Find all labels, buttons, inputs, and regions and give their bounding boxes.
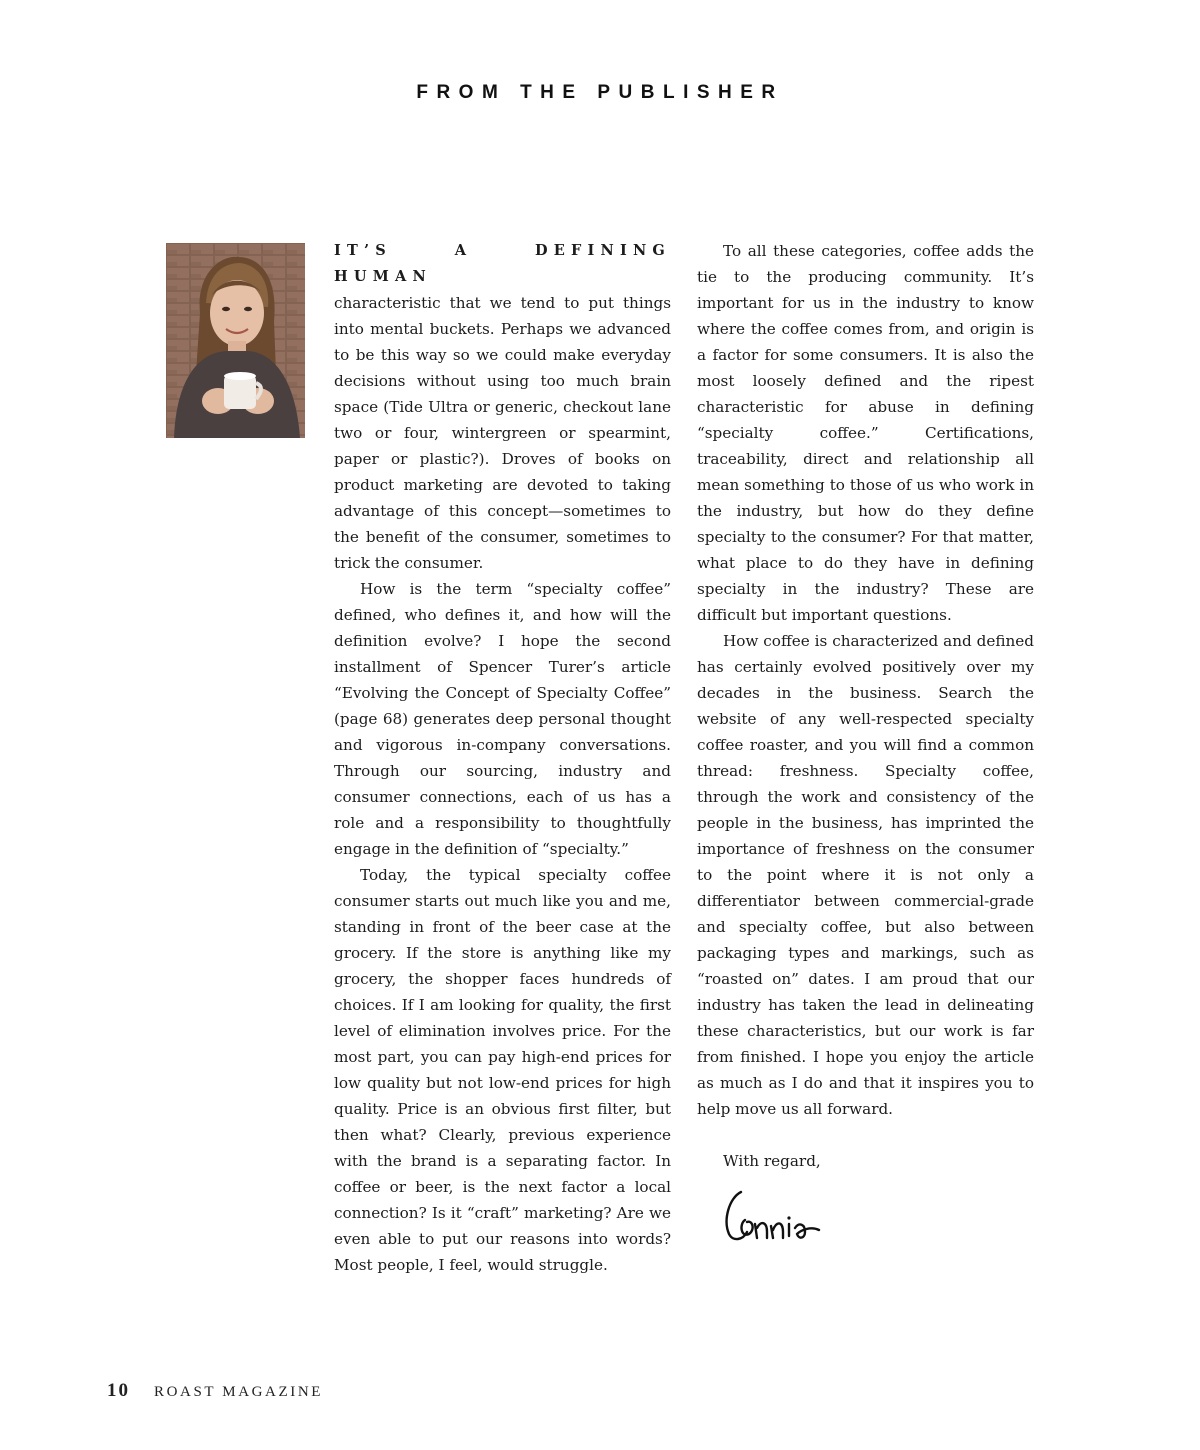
page-footer bbox=[107, 1380, 323, 1402]
page-number: 10 bbox=[107, 1380, 130, 1401]
publisher-photo bbox=[166, 243, 305, 438]
article-column-left bbox=[334, 238, 671, 1278]
article-paragraph: How is the term “specialty coffee” defined, who defines it, and how will the definition evolve? I hope the second installment of Spencer Turer’s article “Evolving the Concept of Specialty Coffee” (page 68) generates deep personal thought and vigorous in-company conversations. Through our sourcing, industry and consumer connections, each of us has a role and a responsibility to thoughtfully engage in the definition of “specialty.” bbox=[334, 580, 671, 858]
lead-in-text: IT’S A DEFINING HUMAN bbox=[334, 242, 671, 285]
closing-salutation: With regard, bbox=[723, 1152, 821, 1170]
magazine-name: ROAST MAGAZINE bbox=[154, 1384, 324, 1400]
page-title: FROM THE PUBLISHER bbox=[416, 82, 784, 103]
article-column-right bbox=[697, 238, 1034, 1250]
article-paragraph: characteristic that we tend to put things into mental buckets. Perhaps we advanced to be this way so we could make everyday decisions without using too much brain space (Tide Ultra or generic, checkout lane two or four, wintergreen or spearmint, paper or plastic?). Droves of books on product marketing are devoted to taking advantage of this concept—sometimes to the benefit of the consumer, sometimes to trick the consumer. bbox=[334, 294, 671, 572]
signature bbox=[721, 1180, 831, 1250]
article-paragraph: How coffee is characterized and defined has certainly evolved positively over my decades in the business. Search the website of any well-respected specialty coffee roaster, and you will find a common thread: freshness. Specialty coffee, through the work and consistency of the people in the business, has imprinted the importance of freshness on the consumer to the point where it is not only a differentiator between commercial-grade and specialty coffee, but also between packaging types and markings, such as “roasted on” dates. I am proud that our industry has taken the lead in delineating these characteristics, but our work is far from finished. I hope you enjoy the article as much as I do and that it inspires you to help move us all forward. bbox=[697, 632, 1034, 1118]
article-paragraph: Today, the typical specialty coffee consumer starts out much like you and me, standing in front of the beer case at the grocery. If the store is anything like my grocery, the shopper faces hundreds of choices. If I am looking for quality, the first level of elimination involves price. For the most part, you can pay high-end prices for low quality but not low-end prices for high quality. Price is an obvious first filter, but then what? Clearly, previous experience with the brand is a separating factor. In coffee or beer, is the next factor a local connection? Is it “craft” marketing? Are we even able to put our reasons into words? Most people, I feel, would struggle. bbox=[334, 866, 671, 1274]
article-paragraph: To all these categories, coffee adds the tie to the producing community. It’s important for us in the industry to know where the coffee comes from, and origin is a factor for some consumers. It is also the most loosely defined and the ripest characteristic for abuse in defining “specialty coffee.” Certifications, traceability, direct and relationship all mean something to those of us who work in the industry, but how do they define specialty to the consumer? For that matter, what place to do they have in defining specialty in the industry? These are difficult but important questions. bbox=[697, 242, 1034, 624]
